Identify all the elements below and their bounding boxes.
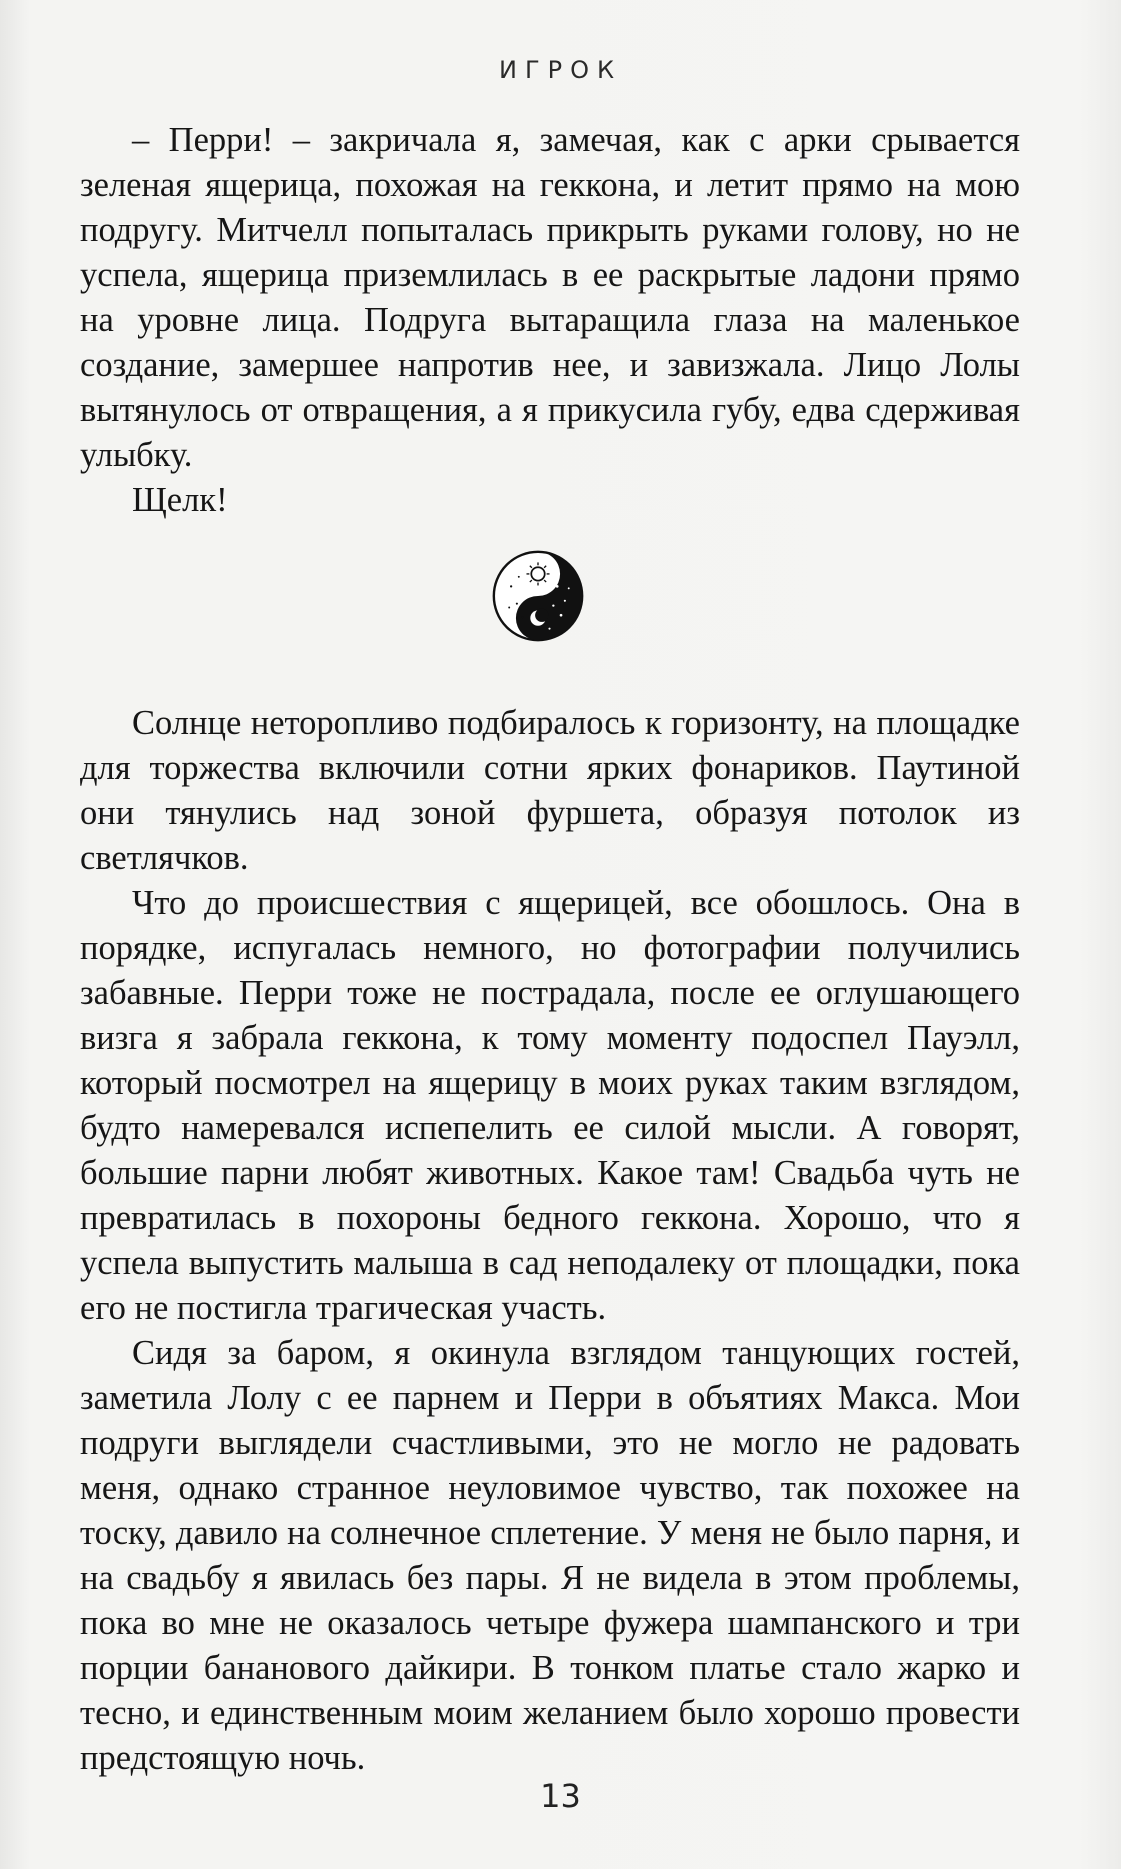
paragraph: – Перри! – закричала я, замечая, как с арки срывается зеленая ящерица, похожая на геккона, и летит прямо на мою подругу. Митчелл попыталась прикрыть руками голову, но не успела, ящерица приземлилась в ее раскрытые ладони прямо на уровне лица. Подруга вытаращила глаза на маленькое создание, замершее напротив нее, и завизжала. Лицо Лолы вытянулось от отвращения, а я прикусила губу, едва сдерживая улыбку.: [80, 121, 1020, 474]
paragraph: Что до происшествия с ящерицей, все обошлось. Она в порядке, испугалась немного, но фотографии получились забавные. Перри тоже не пострадала, после ее оглушающего визга я забрала геккона, к тому моменту подоспел Пауэлл, который посмотрел на ящерицу в моих руках таким взглядом, будто намеревался испепелить ее силой мысли. А говорят, большие парни любят животных. Какое там! Свадьба чуть не превратилась в похороны бедного геккона. Хорошо, что я успела выпустить малыша в сад неподалеку от площадки, пока его не постигла трагическая участь.: [80, 884, 1020, 1327]
yin-yang-sun-moon-icon: [490, 548, 586, 644]
paragraph: Сидя за баром, я окинула взглядом танцующих гостей, заметила Лолу с ее парнем и Перри в объятиях Макса. Мои подруги выглядели счастливыми, это не могло не радовать меня, однако странное неуловимое чувство, так похожее на тоску, давило на солнечное сплетение. У меня не было парня, и на свадьбу я явилась без пары. Я не видела в этом проблемы, пока во мне не оказалось четыре фужера шампанского и три порции бананового дайкири. В тонком платье стало жарко и тесно, и единственным моим желанием было хорошо провести предстоящую ночь.: [80, 1334, 1020, 1777]
section-1-text: [80, 118, 1020, 523]
section-2-text: [80, 701, 1020, 1781]
page-number: 13: [540, 1777, 581, 1815]
paragraph: Солнце неторопливо подбиралось к горизонту, на площадке для торжества включили сотни ярких фонариков. Паутиной они тянулись над зоной фуршета, образуя потолок из светлячков.: [80, 704, 1020, 877]
running-head: ИГРОК: [499, 56, 622, 84]
paragraph: Щелк!: [132, 481, 228, 519]
